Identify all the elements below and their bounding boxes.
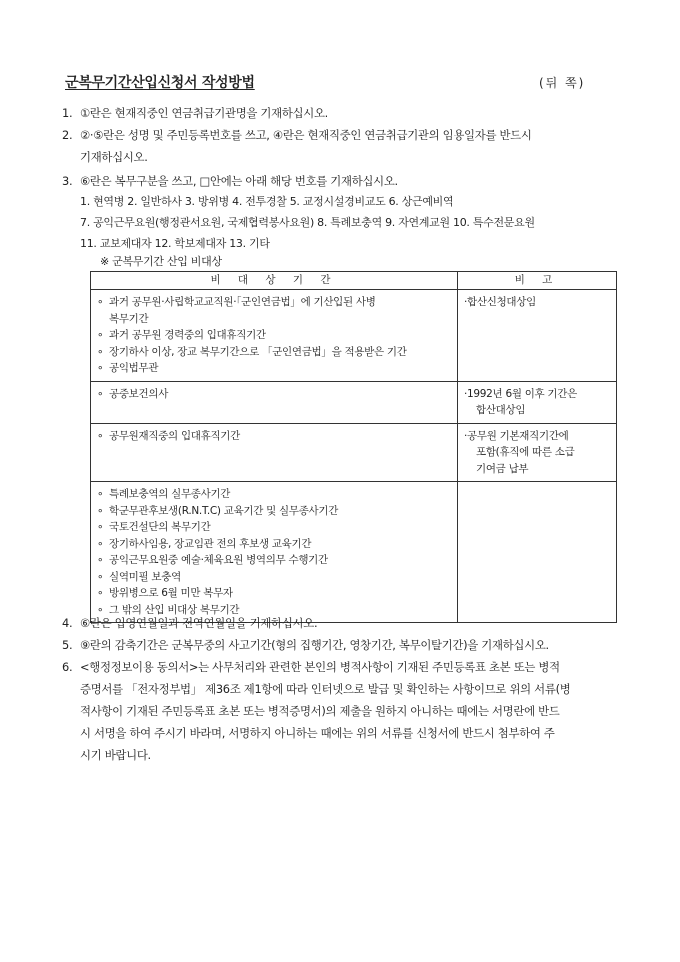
item-number: 6. xyxy=(62,660,73,674)
period-line xyxy=(97,386,451,403)
instruction-line: 시 서명을 하여 주시기 바라며, 서명하지 아니하는 때에는 위의 서류를 신청서에 반드시 첨부하여 주 xyxy=(80,726,555,740)
item-text: ①란은 현재직중인 연금취급기관명을 기재하십시오. xyxy=(80,106,328,120)
period-line xyxy=(97,569,451,586)
service-types-line-1: 1. 현역병 2. 일반하사 3. 방위병 4. 전투경찰 5. 교정시설경비교도 6. 상근예비역 xyxy=(80,195,454,208)
table-row xyxy=(91,290,617,382)
period-line xyxy=(97,552,451,569)
bullet-icon: ∘ xyxy=(97,554,104,566)
table-header-row xyxy=(91,272,617,290)
remarks-cell xyxy=(458,381,617,423)
period-text: 방위병으로 6월 미만 복무자 xyxy=(109,587,233,599)
bullet-icon: ∘ xyxy=(97,537,104,550)
bullet-icon: ∘ xyxy=(97,504,104,517)
header-remarks: 비 고 xyxy=(458,272,617,290)
period-cell xyxy=(91,290,458,382)
remarks-line: 합산대상임 xyxy=(476,404,526,416)
period-line xyxy=(97,360,451,377)
bullet-icon: ∘ xyxy=(97,587,104,599)
item-number: 4. xyxy=(62,616,73,630)
bullet-icon: ∘ xyxy=(97,429,104,442)
item-number: 1. xyxy=(62,106,73,120)
item-text: ⑥란은 복무구분을 쓰고, □안에는 아래 해당 번호를 기재하십시오. xyxy=(80,174,398,188)
table-row xyxy=(91,423,617,482)
period-line xyxy=(97,311,451,328)
item-text: ②·⑤란은 성명 및 주민등록번호를 쓰고, ④란은 현재직중인 연금취급기관의 임용일자를 반드시 xyxy=(80,128,532,142)
item-number: 3. xyxy=(62,174,73,188)
service-types-line-3: 11. 교보제대자 12. 학보제대자 13. 기타 xyxy=(80,237,270,250)
period-text: 과거 공무원·사립학교교직원·「군인연금법」에 기산입된 사병 xyxy=(109,296,376,308)
bullet-icon: ∘ xyxy=(97,570,104,583)
item-text: ⑥란은 입영연월일과 전역연월일을 기재하십시오. xyxy=(80,616,318,630)
period-line xyxy=(97,585,451,602)
instruction-line xyxy=(62,634,622,656)
bullet-icon: ∘ xyxy=(97,345,104,358)
period-line xyxy=(97,294,451,311)
instruction-item xyxy=(62,102,622,124)
bullet-icon: ∘ xyxy=(97,329,104,341)
remarks-line: 기여금 납부 xyxy=(476,462,529,475)
bullet-icon: ∘ xyxy=(97,603,104,616)
period-line xyxy=(97,327,451,344)
remarks-line: 포함(휴직에 따른 소급 xyxy=(476,446,575,458)
bullet-icon: ∘ xyxy=(97,387,104,400)
period-text: 특례보충역의 실무종사기간 xyxy=(109,488,231,500)
item-text: ⑨란의 감축기간은 군복무중의 사고기간(형의 집행기간, 영창기간, 복무이탈기간)을 기재하십시오. xyxy=(80,638,549,652)
bullet-icon: ∘ xyxy=(97,521,104,533)
period-text: 공익법무관 xyxy=(109,362,159,374)
period-text: 공중보건의사 xyxy=(109,387,169,400)
remarks-line: ·공무원 기본재직기간에 xyxy=(464,429,569,442)
instruction-line xyxy=(62,612,622,634)
instruction-item xyxy=(62,612,622,634)
instruction-line xyxy=(62,102,622,124)
header-period: 비 대 상 기 간 xyxy=(91,272,458,290)
instruction-line: 증명서를 「전자정부법」 제36조 제1항에 따라 인터넷으로 발급 및 확인하는 사항이므로 위의 서류(병 xyxy=(80,682,571,696)
period-line xyxy=(97,536,451,553)
table-caption: ※ 군복무기간 산입 비대상 xyxy=(100,255,222,268)
remarks-line: ·1992년 6월 이후 기간은 xyxy=(464,387,577,400)
period-line xyxy=(97,519,451,536)
remarks-line: ·합산신청대상임 xyxy=(464,296,536,308)
period-text: 실역미필 보충역 xyxy=(109,570,181,583)
table-row xyxy=(91,381,617,423)
period-text: 공무원재직중의 입대휴직기간 xyxy=(109,429,240,442)
side-label: (뒤 쪽) xyxy=(539,76,586,90)
remarks-cell xyxy=(458,482,617,623)
item-number: 2. xyxy=(62,128,73,142)
service-types-line-2: 7. 공익근무요원(행정관서요원, 국제협력봉사요원) 8. 특례보충역 9. 자연계교원 10. 특수전문요원 xyxy=(80,216,535,229)
period-cell xyxy=(91,423,458,482)
bullet-icon: ∘ xyxy=(97,362,104,374)
period-text: 복무기간 xyxy=(109,312,149,325)
page-title: 군복무기간산입신청서 작성방법 xyxy=(65,75,255,91)
period-line xyxy=(97,344,451,361)
instruction-item xyxy=(62,170,622,192)
period-line xyxy=(97,486,451,503)
instruction-item xyxy=(62,656,622,766)
instruction-item xyxy=(62,634,622,656)
period-line xyxy=(97,428,451,445)
remarks-cell xyxy=(458,423,617,482)
item-number: 5. xyxy=(62,638,73,652)
bullet-icon: ∘ xyxy=(97,296,104,308)
instruction-line xyxy=(62,170,622,192)
bullet-icon: ∘ xyxy=(97,488,104,500)
exclusion-table xyxy=(90,271,617,623)
table-row xyxy=(91,482,617,623)
instruction-line xyxy=(62,124,622,146)
instruction-item xyxy=(62,124,622,168)
period-cell xyxy=(91,381,458,423)
instruction-line: 시기 바랍니다. xyxy=(80,748,151,762)
period-text: 장기하사 이상, 장교 복무기간으로 「군인연금법」을 적용받은 기간 xyxy=(109,345,407,358)
period-text: 과거 공무원 경력중의 입대휴직기간 xyxy=(109,329,266,341)
instruction-line xyxy=(62,656,622,678)
period-text: 그 밖의 산입 비대상 복무기간 xyxy=(109,603,240,616)
period-text: 국토건설단의 복무기간 xyxy=(109,521,211,533)
period-cell xyxy=(91,482,458,623)
period-line xyxy=(97,503,451,520)
instruction-line: 기재하십시오. xyxy=(80,150,148,164)
instruction-line: 적사항이 기재된 주민등록표 초본 또는 병적증명서)의 제출을 원하지 아니하는 때에는 서명란에 반드 xyxy=(80,704,560,718)
period-text: 장기하사임용, 장교임관 전의 후보생 교육기간 xyxy=(109,537,312,550)
period-text: 공익근무요원중 예술·체육요원 병역의무 수행기간 xyxy=(109,554,328,566)
remarks-cell xyxy=(458,290,617,382)
item-text: <행정정보이용 동의서>는 사무처리와 관련한 본인의 병적사항이 기재된 주민등록표 초본 또는 병적 xyxy=(80,660,560,674)
period-text: 학군무관후보생(R.N.T.C) 교육기간 및 실무종사기간 xyxy=(109,504,339,517)
